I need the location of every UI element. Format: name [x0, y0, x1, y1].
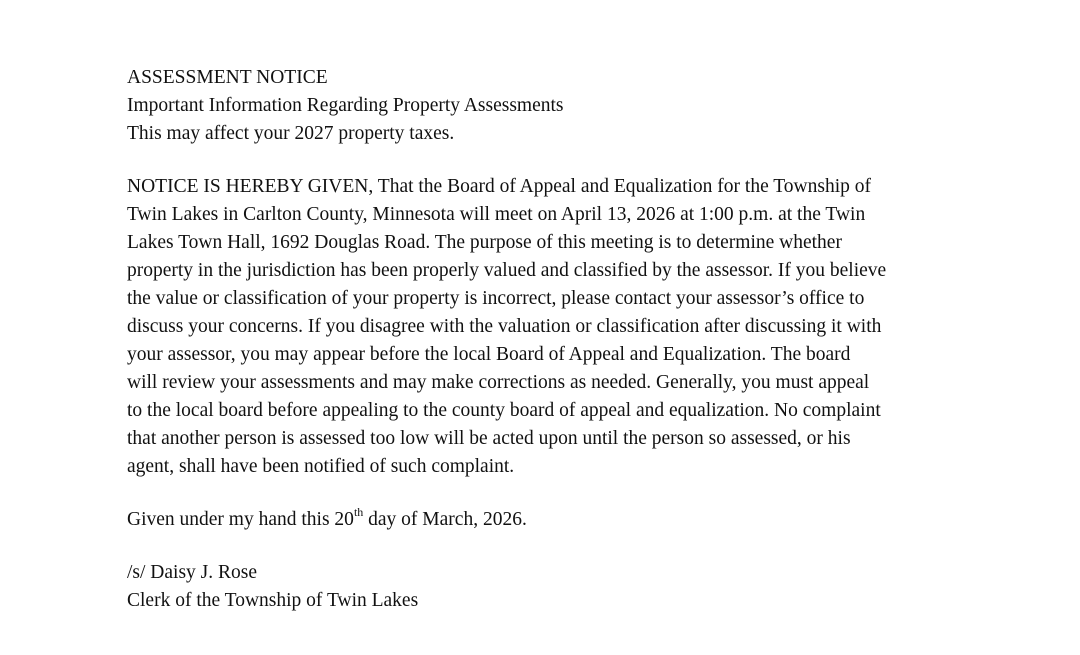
- body-line: that another person is assessed too low will be acted upon until the person so assessed, or his: [127, 428, 851, 449]
- signature-block: [127, 559, 886, 615]
- body-line: Lakes Town Hall, 1692 Douglas Road. The purpose of this meeting is to determine whether: [127, 232, 842, 253]
- ordinal-suffix: th: [353, 504, 364, 519]
- body-line: your assessor, you may appear before the local Board of Appeal and Equalization. The board: [127, 344, 851, 365]
- notice-subtitle: Important Information Regarding Property Assessments: [127, 95, 564, 116]
- body-line: agent, shall have been notified of such complaint.: [127, 456, 515, 477]
- body-line: property in the jurisdiction has been properly valued and classified by the assessor. If you believe: [127, 260, 887, 281]
- tax-note: This may affect your 2027 property taxes.: [127, 123, 455, 144]
- body-line: discuss your concerns. If you disagree with the valuation or classification after discussing it with: [127, 316, 882, 337]
- body-line: will review your assessments and may make corrections as needed. Generally, you must appeal: [127, 372, 870, 393]
- given-date: [127, 506, 886, 534]
- notice-header: [127, 64, 886, 148]
- given-prefix: Given under my hand this 20: [127, 509, 354, 530]
- body-line: to the local board before appealing to the county board of appeal and equalization. No complaint: [127, 400, 881, 421]
- notice-body: [127, 173, 886, 481]
- assessment-notice-document: [127, 64, 886, 640]
- body-line: Twin Lakes in Carlton County, Minnesota will meet on April 13, 2026 at 1:00 p.m. at the Twin: [127, 204, 866, 225]
- signature-name: /s/ Daisy J. Rose: [127, 562, 258, 583]
- given-rest: day of March, 2026.: [363, 509, 527, 530]
- body-line: NOTICE IS HEREBY GIVEN, That the Board of Appeal and Equalization for the Township of: [127, 176, 872, 197]
- notice-title: ASSESSMENT NOTICE: [127, 67, 328, 88]
- signature-title: Clerk of the Township of Twin Lakes: [127, 590, 419, 611]
- body-line: the value or classification of your property is incorrect, please contact your assessor’s office to: [127, 288, 865, 309]
